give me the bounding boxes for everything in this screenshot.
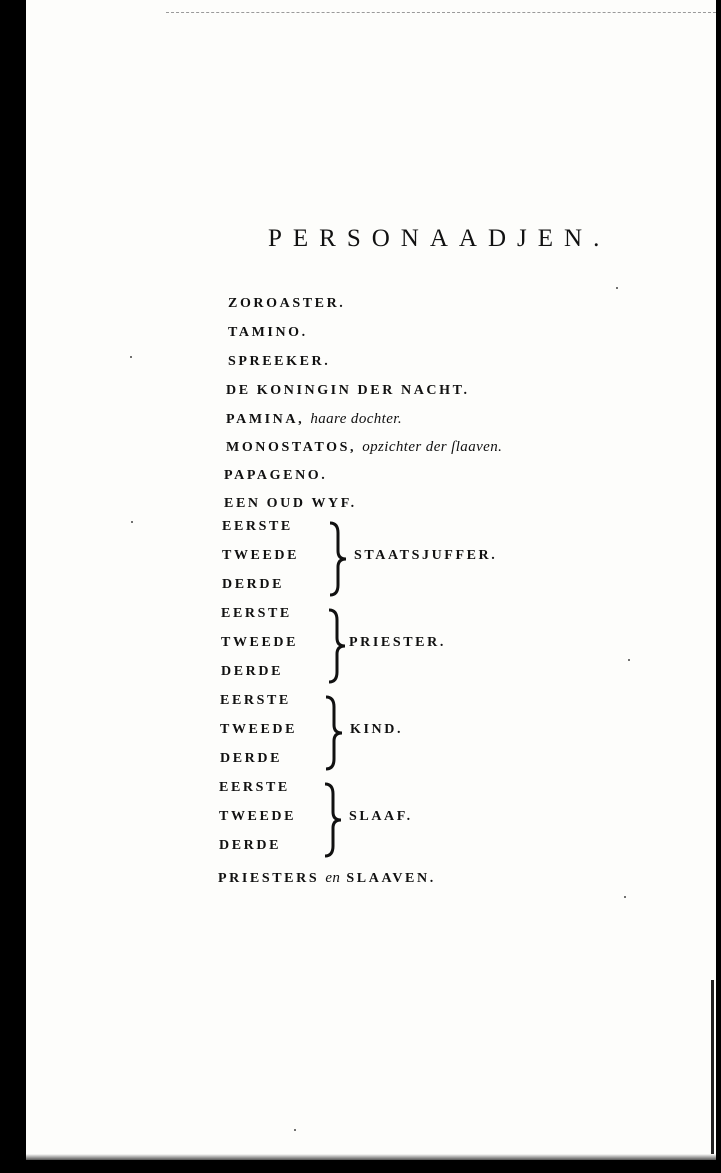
character-name: SPREEKER. — [228, 354, 331, 369]
character-line — [228, 325, 308, 341]
character-line — [228, 354, 330, 370]
character-line — [228, 296, 345, 312]
character-name: EEN OUD WYF. — [224, 496, 357, 511]
group-ordinal-third: DERDE — [222, 577, 285, 592]
group-ordinal-second: TWEEDE — [220, 722, 298, 737]
group-ordinal-third: DERDE — [221, 664, 284, 679]
character-name: ZOROASTER. — [228, 296, 346, 311]
character-name: MONOSTATOS, — [226, 440, 357, 455]
group-ordinal-second: TWEEDE — [222, 548, 300, 563]
group-role-label: KIND. — [350, 722, 404, 737]
page-right-edge-shadow — [711, 980, 714, 1160]
character-description: opzichter der ſlaaven. — [362, 439, 503, 455]
group-ordinal-second: TWEEDE — [219, 809, 297, 824]
paper-speck — [628, 659, 630, 661]
paper-speck — [130, 356, 132, 358]
group-ordinal-second: TWEEDE — [221, 635, 299, 650]
character-name: TAMINO. — [228, 325, 308, 340]
page-heading: PERSONAADJEN. — [268, 225, 611, 252]
group-role-label: SLAAF. — [349, 809, 413, 824]
paper-speck — [624, 896, 626, 898]
group-role-label: PRIESTER. — [349, 635, 446, 650]
closing-part-one: PRIESTERS — [218, 871, 320, 886]
character-description: haare dochter. — [310, 411, 403, 427]
group-ordinal-third: DERDE — [220, 751, 283, 766]
paper-speck — [294, 1129, 296, 1131]
character-line — [226, 383, 470, 399]
group-ordinal-first: EERSTE — [222, 519, 293, 534]
character-name: PAMINA, — [226, 412, 305, 427]
group-ordinal-first: EERSTE — [221, 606, 292, 621]
book-page — [26, 0, 716, 1160]
character-line — [226, 439, 502, 456]
curly-brace-icon — [319, 782, 345, 858]
group-ordinal-third: DERDE — [219, 838, 282, 853]
group-ordinal-first: EERSTE — [219, 780, 290, 795]
character-line — [226, 411, 402, 428]
character-name: DE KONINGIN DER NACHT. — [226, 383, 470, 398]
closing-line — [218, 870, 436, 887]
page-bottom-edge — [26, 1154, 716, 1160]
character-line — [224, 468, 327, 484]
character-line — [224, 496, 357, 512]
paper-speck — [131, 521, 133, 523]
closing-conjunction: en — [325, 870, 341, 886]
paper-speck — [616, 287, 618, 289]
group-ordinal-first: EERSTE — [220, 693, 291, 708]
group-role-label: STAATSJUFFER. — [354, 548, 498, 563]
closing-part-two: SLAAVEN. — [346, 871, 436, 886]
character-name: PAPAGENO. — [224, 468, 328, 483]
curly-brace-icon — [323, 608, 349, 684]
page-top-edge — [166, 12, 716, 14]
curly-brace-icon — [324, 521, 350, 597]
curly-brace-icon — [320, 695, 346, 771]
